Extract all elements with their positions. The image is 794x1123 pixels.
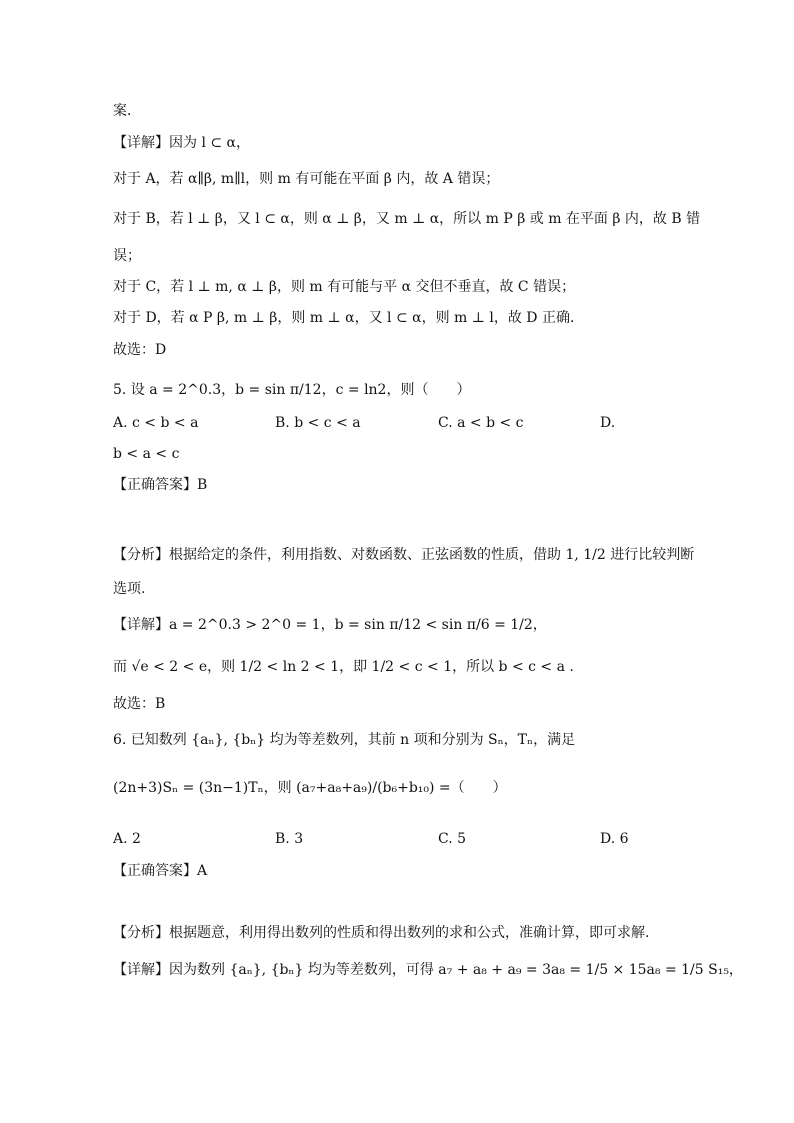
q6-analysis: 【分析】根据题意，利用得出数列的性质和得出数列的求和公式，准确计算，即可求解. xyxy=(113,925,650,941)
text-line-4: 对于 B，若 l ⊥ β，又 l ⊂ α，则 α ⊥ β，又 m ⊥ α，所以 m P β 或 m 在平面 β 内，故 B 错 xyxy=(113,211,701,227)
q5-detail-3: 故选：B xyxy=(113,696,166,712)
q5-option-d-content: b < a < c xyxy=(113,446,180,462)
question-5: 5. 设 a = 2^0.3，b = sin π/12，c = ln2，则（ ） xyxy=(113,382,471,398)
q5-option-a: A. c < b < a xyxy=(113,415,199,431)
text-line-3: 对于 A，若 α∥β, m∥l，则 m 有可能在平面 β 内，故 A 错误； xyxy=(113,171,500,187)
q5-answer: 【正确答案】B xyxy=(113,477,208,493)
q6-detail-1: 【详解】因为数列 {aₙ}, {bₙ} 均为等差数列，可得 a₇ + a₈ + a₉ = 3a₈ = 1/5 × 15a₈ = 1/5 S₁₅， xyxy=(113,962,743,978)
q5-detail-2: 而 √e < 2 < e，则 1/2 < ln 2 < 1，即 1/2 < c < 1，所以 b < c < a . xyxy=(113,659,574,675)
text-line-2: 【详解】因为 l ⊂ α， xyxy=(113,135,251,151)
q5-option-c: C. a < b < c xyxy=(438,415,524,431)
text-line-6: 对于 C，若 l ⊥ m, α ⊥ β，则 m 有可能与平 α 交但不垂直，故 C 错误； xyxy=(113,279,576,295)
text-line-7: 对于 D，若 α P β, m ⊥ β，则 m ⊥ α，又 l ⊂ α，则 m ⊥ l，故 D 正确． xyxy=(113,310,584,326)
text-line-8: 故选：D xyxy=(113,342,167,358)
q6-option-d: D. 6 xyxy=(600,831,629,847)
q6-option-c: C. 5 xyxy=(438,831,467,847)
q5-analysis-2: 选项. xyxy=(113,581,146,597)
question-6-line-2: (2n+3)Sₙ = (3n−1)Tₙ，则 (a₇+a₈+a₉)/(b₆+b₁₀) =（ ） xyxy=(113,780,507,796)
q6-option-b: B. 3 xyxy=(275,831,304,847)
text-line-5: 误； xyxy=(113,248,141,264)
q6-answer: 【正确答案】A xyxy=(113,863,208,879)
q5-detail-1: 【详解】a = 2^0.3 > 2^0 = 1，b = sin π/12 < sin π/6 = 1/2， xyxy=(113,617,547,633)
q5-analysis-1: 【分析】根据给定的条件，利用指数、对数函数、正弦函数的性质，借助 1, 1/2 进行比较判断 xyxy=(113,547,695,563)
question-6-line-1: 6. 已知数列 {aₙ}, {bₙ} 均为等差数列，其前 n 项和分别为 Sₙ，Tₙ，满足 xyxy=(113,732,576,748)
q5-option-d: D. xyxy=(600,415,616,431)
q6-option-a: A. 2 xyxy=(113,831,141,847)
text-line-1: 案． xyxy=(113,103,141,119)
q5-option-b: B. b < c < a xyxy=(275,415,361,431)
